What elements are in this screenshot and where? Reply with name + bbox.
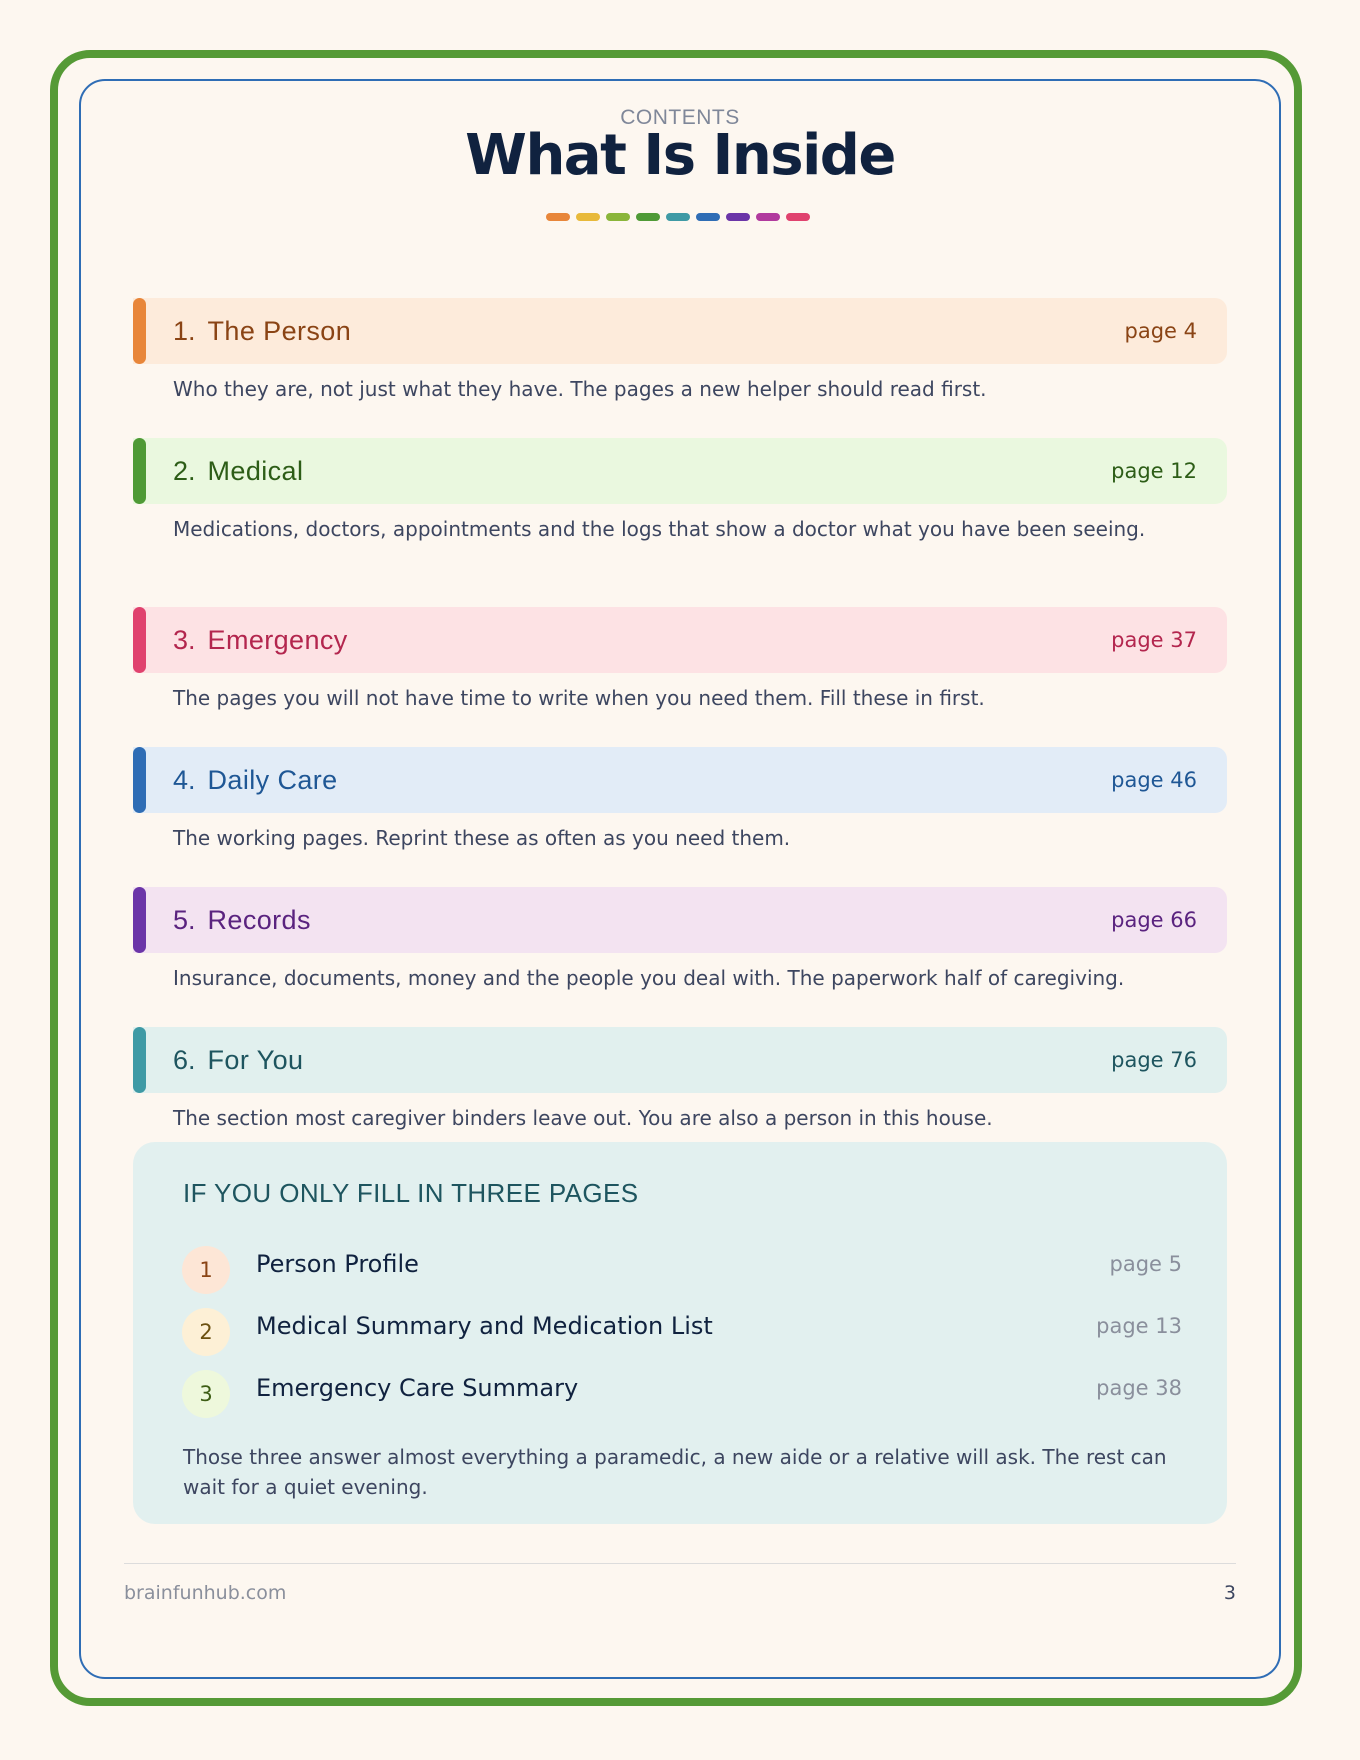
section-page: page 4 (1124, 319, 1197, 343)
footer-page-number: 3 (1223, 1582, 1236, 1604)
priority-number-badge: 2 (182, 1308, 230, 1356)
section-bar[interactable] (133, 1027, 1227, 1093)
section-for-you[interactable] (133, 1027, 1227, 1133)
color-dash (606, 213, 630, 221)
section-page: page 66 (1111, 908, 1197, 932)
footer-divider (124, 1563, 1236, 1564)
section-bar[interactable] (133, 607, 1227, 673)
section-the-person[interactable] (133, 298, 1227, 404)
color-dash (576, 213, 600, 221)
color-dash-row (546, 213, 810, 221)
priority-label: Medical Summary and Medication List (256, 1312, 713, 1340)
color-dash (726, 213, 750, 221)
section-bar[interactable] (133, 298, 1227, 364)
section-title: The Person (207, 315, 352, 346)
section-medical[interactable] (133, 438, 1227, 544)
section-daily-care[interactable] (133, 747, 1227, 853)
section-title: Records (207, 904, 311, 935)
section-description: Medications, doctors, appointments and the logs that show a doctor what you have been seeing. (173, 517, 1146, 541)
section-description: Insurance, documents, money and the people you deal with. The paperwork half of caregiving. (173, 966, 1125, 990)
section-accent (133, 298, 146, 364)
priority-page: page 5 (1109, 1252, 1182, 1276)
color-dash (696, 213, 720, 221)
three-pages-heading: IF YOU ONLY FILL IN THREE PAGES (183, 1178, 639, 1208)
section-bar[interactable] (133, 887, 1227, 953)
section-title: Daily Care (207, 764, 338, 795)
section-description: The section most caregiver binders leave out. You are also a person in this house. (173, 1106, 993, 1130)
priority-item[interactable] (182, 1308, 1182, 1356)
section-accent (133, 1027, 146, 1093)
section-description: The pages you will not have time to write when you need them. Fill these in first. (173, 686, 985, 710)
section-description: The working pages. Reprint these as often as you need them. (173, 826, 791, 850)
section-page: page 76 (1111, 1048, 1197, 1072)
priority-item[interactable] (182, 1246, 1182, 1294)
section-bar[interactable] (133, 438, 1227, 504)
section-accent (133, 887, 146, 953)
color-dash (636, 213, 660, 221)
section-emergency[interactable] (133, 607, 1227, 713)
section-number: 5. (173, 904, 196, 935)
section-number: 4. (173, 764, 196, 795)
section-title: For You (207, 1044, 304, 1075)
section-page: page 46 (1111, 768, 1197, 792)
priority-number-badge: 1 (182, 1246, 230, 1294)
section-bar[interactable] (133, 747, 1227, 813)
section-accent (133, 438, 146, 504)
priority-page: page 38 (1096, 1376, 1182, 1400)
section-title: Medical (207, 455, 304, 486)
priority-number-badge: 3 (182, 1370, 230, 1418)
three-pages-box (133, 1142, 1227, 1524)
color-dash (756, 213, 780, 221)
section-records[interactable] (133, 887, 1227, 993)
contents-eyebrow: CONTENTS (620, 106, 740, 129)
footer-website[interactable]: brainfunhub.com (124, 1582, 287, 1604)
section-number: 2. (173, 455, 196, 486)
section-page: page 12 (1111, 459, 1197, 483)
section-accent (133, 747, 146, 813)
color-dash (546, 213, 570, 221)
section-number: 6. (173, 1044, 196, 1075)
section-title: Emergency (207, 624, 348, 655)
section-number: 3. (173, 624, 196, 655)
priority-label: Emergency Care Summary (256, 1374, 579, 1402)
color-dash (786, 213, 810, 221)
section-page: page 37 (1111, 628, 1197, 652)
section-description: Who they are, not just what they have. The pages a new helper should read first. (173, 377, 987, 401)
section-accent (133, 607, 146, 673)
priority-page: page 13 (1096, 1314, 1182, 1338)
page-title: What Is Inside (465, 123, 895, 188)
priority-label: Person Profile (256, 1250, 419, 1278)
priority-item[interactable] (182, 1370, 1182, 1418)
section-number: 1. (173, 315, 196, 346)
three-pages-note: Those three answer almost everything a paramedic, a new aide or a relative will ask. The rest can wait for a quiet evening. (183, 1445, 1167, 1499)
color-dash (666, 213, 690, 221)
